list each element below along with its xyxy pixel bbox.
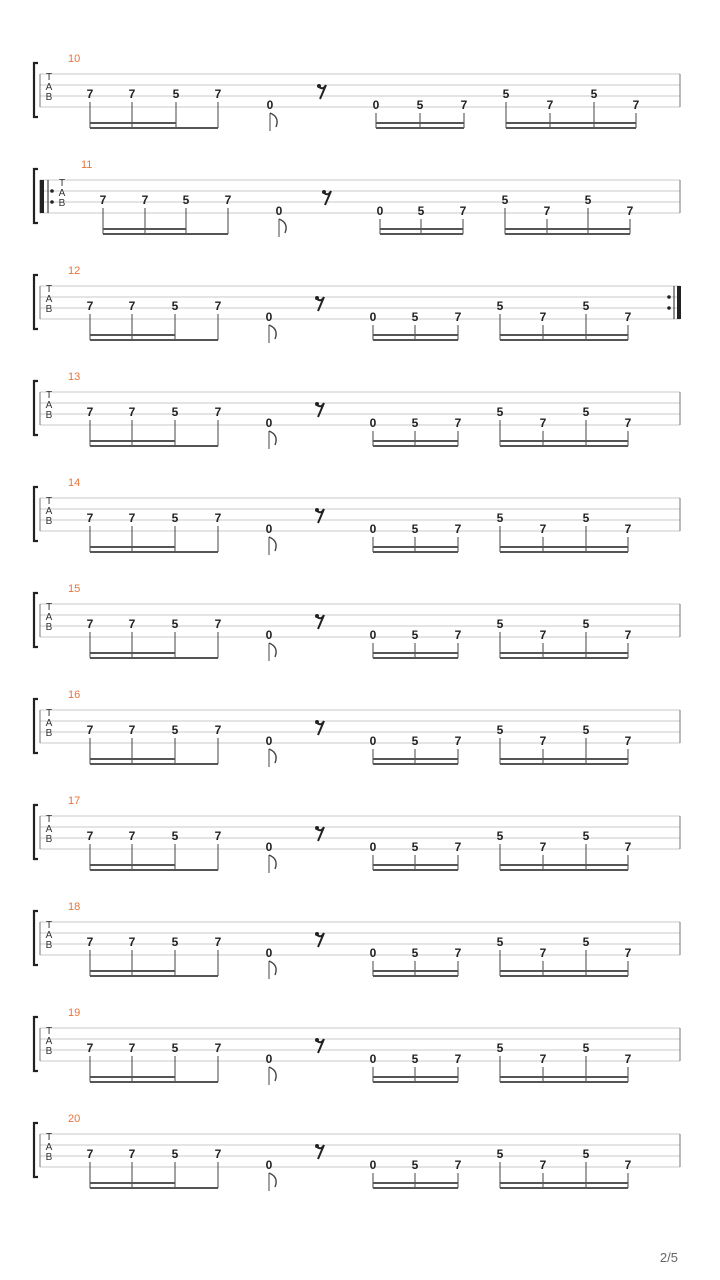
system-brace [34, 593, 38, 647]
fret-number: 7 [128, 1147, 136, 1161]
fret-number: 7 [128, 935, 136, 949]
system-brace [34, 699, 38, 753]
fret-number: 5 [171, 405, 179, 419]
fret-number: 7 [214, 935, 222, 949]
repeat-end-thick-bar [677, 286, 681, 319]
fret-number: 5 [582, 299, 590, 313]
fret-number: 0 [369, 416, 377, 430]
fret-number: 7 [128, 723, 136, 737]
fret-number: 5 [584, 193, 592, 207]
fret-number: 7 [459, 204, 467, 218]
tab-clef-letter: B [45, 1152, 53, 1163]
fret-number: 0 [265, 840, 273, 854]
fret-number: 7 [86, 829, 94, 843]
fret-number: 5 [171, 829, 179, 843]
system-brace [34, 805, 38, 859]
tab-system-11 [34, 159, 680, 237]
note-flag [269, 1067, 276, 1081]
eighth-rest-dot [315, 1144, 319, 1148]
fret-number: 7 [128, 299, 136, 313]
fret-number: 5 [171, 935, 179, 949]
system-brace [34, 275, 38, 329]
tab-system-12 [34, 265, 681, 343]
fret-number: 7 [539, 310, 547, 324]
fret-number: 0 [369, 734, 377, 748]
fret-number: 7 [624, 1052, 632, 1066]
fret-number: 5 [171, 617, 179, 631]
tab-clef-letter: A [45, 718, 53, 729]
fret-number: 5 [582, 617, 590, 631]
fret-number: 7 [626, 204, 634, 218]
fret-number: 7 [214, 299, 222, 313]
fret-number: 7 [624, 946, 632, 960]
fret-number: 7 [624, 1158, 632, 1172]
tab-system-16 [34, 689, 680, 767]
fret-number: 5 [172, 87, 180, 101]
measure-number: 10 [68, 53, 81, 65]
fret-number: 7 [624, 416, 632, 430]
fret-number: 0 [369, 628, 377, 642]
tab-clef-letter: A [45, 506, 53, 517]
fret-number: 0 [266, 98, 274, 112]
note-flag [269, 643, 276, 657]
tab-system-10 [34, 53, 680, 131]
note-flag [270, 113, 277, 127]
fret-number: 7 [86, 1041, 94, 1055]
eighth-rest-dot [315, 826, 319, 830]
fret-number: 7 [86, 1147, 94, 1161]
note-flag [269, 325, 276, 339]
fret-number: 7 [632, 98, 640, 112]
fret-number: 7 [454, 946, 462, 960]
fret-number: 5 [411, 628, 419, 642]
fret-number: 5 [411, 522, 419, 536]
system-brace [34, 1017, 38, 1071]
fret-number: 7 [454, 840, 462, 854]
fret-number: 7 [539, 522, 547, 536]
fret-number: 0 [265, 310, 273, 324]
fret-number: 7 [624, 840, 632, 854]
fret-number: 7 [214, 511, 222, 525]
fret-number: 7 [624, 628, 632, 642]
tab-clef-letter: B [45, 1046, 53, 1057]
fret-number: 0 [265, 946, 273, 960]
note-flag [269, 749, 276, 763]
fret-number: 7 [86, 723, 94, 737]
tab-clef-letter: A [58, 188, 66, 199]
repeat-dot [667, 306, 671, 310]
fret-number: 5 [582, 511, 590, 525]
tab-clef-letter: A [45, 400, 53, 411]
fret-number: 0 [265, 734, 273, 748]
fret-number: 7 [624, 310, 632, 324]
fret-number: 7 [454, 1052, 462, 1066]
fret-number: 5 [590, 87, 598, 101]
repeat-dot [667, 295, 671, 299]
fret-number: 5 [171, 511, 179, 525]
fret-number: 0 [369, 840, 377, 854]
eighth-rest-dot [322, 190, 326, 194]
tab-clef-letter: A [45, 612, 53, 623]
system-brace [34, 381, 38, 435]
note-flag [269, 961, 276, 975]
fret-number: 0 [275, 204, 283, 218]
system-brace [34, 1123, 38, 1177]
fret-number: 0 [369, 310, 377, 324]
fret-number: 5 [171, 1147, 179, 1161]
fret-number: 5 [496, 511, 504, 525]
tab-system-17 [34, 795, 680, 873]
fret-number: 0 [265, 628, 273, 642]
fret-number: 0 [372, 98, 380, 112]
tab-clef-letter: T [45, 602, 53, 613]
tab-clef-letter: B [58, 198, 66, 209]
note-flag [269, 537, 276, 551]
fret-number: 5 [582, 723, 590, 737]
fret-number: 7 [99, 193, 107, 207]
tab-clef-letter: T [45, 814, 53, 825]
fret-number: 7 [214, 723, 222, 737]
fret-number: 5 [182, 193, 190, 207]
fret-number: 7 [539, 734, 547, 748]
fret-number: 7 [539, 840, 547, 854]
tab-clef-letter: B [45, 92, 53, 103]
fret-number: 5 [496, 935, 504, 949]
fret-number: 7 [543, 204, 551, 218]
measure-number: 16 [68, 689, 81, 701]
tab-clef-letter: B [45, 834, 53, 845]
fret-number: 0 [265, 522, 273, 536]
eighth-rest-dot [315, 1038, 319, 1042]
fret-number: 5 [502, 87, 510, 101]
measure-number: 19 [68, 1007, 81, 1019]
fret-number: 7 [214, 1041, 222, 1055]
tab-clef-letter: T [45, 72, 53, 83]
fret-number: 5 [496, 829, 504, 843]
measure-number: 12 [68, 265, 81, 277]
fret-number: 7 [454, 522, 462, 536]
fret-number: 5 [411, 1052, 419, 1066]
measure-number: 15 [68, 583, 81, 595]
fret-number: 5 [496, 405, 504, 419]
tab-clef-letter: T [45, 708, 53, 719]
fret-number: 7 [454, 1158, 462, 1172]
tab-clef-letter: A [45, 82, 53, 93]
fret-number: 5 [411, 310, 419, 324]
fret-number: 7 [128, 829, 136, 843]
fret-number: 5 [501, 193, 509, 207]
eighth-rest-dot [317, 84, 321, 88]
fret-number: 7 [460, 98, 468, 112]
fret-number: 5 [582, 1147, 590, 1161]
fret-number: 7 [546, 98, 554, 112]
tab-system-20 [34, 1113, 680, 1191]
fret-number: 5 [171, 1041, 179, 1055]
tab-clef-letter: T [45, 390, 53, 401]
eighth-rest-dot [315, 720, 319, 724]
measure-number: 20 [68, 1113, 81, 1125]
repeat-start-thick-bar [40, 180, 44, 213]
fret-number: 7 [128, 617, 136, 631]
fret-number: 5 [417, 204, 425, 218]
fret-number: 0 [265, 416, 273, 430]
fret-number: 7 [86, 511, 94, 525]
tab-clef-letter: A [45, 1036, 53, 1047]
fret-number: 5 [411, 734, 419, 748]
fret-number: 7 [86, 935, 94, 949]
system-brace [34, 911, 38, 965]
repeat-dot [50, 200, 54, 204]
fret-number: 0 [369, 522, 377, 536]
tab-clef-letter: A [45, 294, 53, 305]
tab-clef-letter: T [45, 1132, 53, 1143]
fret-number: 5 [582, 405, 590, 419]
fret-number: 5 [411, 1158, 419, 1172]
fret-number: 7 [214, 617, 222, 631]
tab-clef-letter: T [45, 496, 53, 507]
fret-number: 7 [141, 193, 149, 207]
note-flag [269, 1173, 276, 1187]
note-flag [269, 431, 276, 445]
tab-system-13 [34, 371, 680, 449]
tab-clef-letter: T [58, 178, 66, 189]
fret-number: 5 [171, 299, 179, 313]
tab-clef-letter: B [45, 516, 53, 527]
fret-number: 5 [411, 946, 419, 960]
fret-number: 7 [128, 1041, 136, 1055]
tab-clef-letter: A [45, 824, 53, 835]
note-flag [269, 855, 276, 869]
fret-number: 7 [624, 734, 632, 748]
tab-clef-letter: B [45, 304, 53, 315]
fret-number: 0 [376, 204, 384, 218]
fret-number: 7 [454, 628, 462, 642]
repeat-dot [50, 189, 54, 193]
tab-clef-letter: T [45, 1026, 53, 1037]
fret-number: 7 [86, 405, 94, 419]
system-brace [34, 487, 38, 541]
fret-number: 0 [265, 1052, 273, 1066]
fret-number: 5 [496, 1147, 504, 1161]
eighth-rest-dot [315, 296, 319, 300]
tab-clef-letter: B [45, 728, 53, 739]
measure-number: 18 [68, 901, 81, 913]
fret-number: 7 [539, 1158, 547, 1172]
system-brace [34, 63, 38, 117]
fret-number: 5 [496, 617, 504, 631]
fret-number: 5 [411, 840, 419, 854]
fret-number: 7 [128, 511, 136, 525]
note-flag [279, 219, 286, 233]
fret-number: 0 [369, 946, 377, 960]
fret-number: 7 [539, 628, 547, 642]
fret-number: 7 [539, 1052, 547, 1066]
tab-clef-letter: B [45, 940, 53, 951]
fret-number: 7 [454, 416, 462, 430]
tab-system-18 [34, 901, 680, 979]
fret-number: 7 [214, 1147, 222, 1161]
fret-number: 7 [214, 87, 222, 101]
measure-number: 17 [68, 795, 81, 807]
measure-number: 11 [81, 159, 93, 171]
measure-number: 14 [68, 477, 81, 489]
fret-number: 7 [86, 617, 94, 631]
fret-number: 5 [582, 829, 590, 843]
page-number: 2/5 [659, 1250, 678, 1265]
fret-number: 5 [496, 1041, 504, 1055]
fret-number: 7 [624, 522, 632, 536]
tab-clef-letter: B [45, 622, 53, 633]
tab-clef-letter: T [45, 284, 53, 295]
fret-number: 5 [496, 299, 504, 313]
fret-number: 0 [265, 1158, 273, 1172]
fret-number: 7 [86, 87, 94, 101]
fret-number: 0 [369, 1052, 377, 1066]
fret-number: 7 [454, 734, 462, 748]
tab-system-15 [34, 583, 680, 661]
fret-number: 7 [214, 829, 222, 843]
fret-number: 0 [369, 1158, 377, 1172]
tab-system-19 [34, 1007, 680, 1085]
fret-number: 7 [454, 310, 462, 324]
eighth-rest-dot [315, 932, 319, 936]
fret-number: 7 [214, 405, 222, 419]
tab-clef-letter: B [45, 410, 53, 421]
eighth-rest-dot [315, 402, 319, 406]
measure-number: 13 [68, 371, 81, 383]
eighth-rest-dot [315, 614, 319, 618]
eighth-rest-dot [315, 508, 319, 512]
fret-number: 7 [128, 405, 136, 419]
fret-number: 7 [539, 416, 547, 430]
system-brace [34, 169, 38, 223]
tab-clef-letter: A [45, 1142, 53, 1153]
fret-number: 7 [224, 193, 232, 207]
fret-number: 5 [416, 98, 424, 112]
tab-clef-letter: T [45, 920, 53, 931]
fret-number: 7 [128, 87, 136, 101]
fret-number: 5 [582, 935, 590, 949]
tab-clef-letter: A [45, 930, 53, 941]
tab-system-14 [34, 477, 680, 555]
fret-number: 7 [86, 299, 94, 313]
fret-number: 7 [539, 946, 547, 960]
fret-number: 5 [582, 1041, 590, 1055]
fret-number: 5 [171, 723, 179, 737]
fret-number: 5 [496, 723, 504, 737]
fret-number: 5 [411, 416, 419, 430]
